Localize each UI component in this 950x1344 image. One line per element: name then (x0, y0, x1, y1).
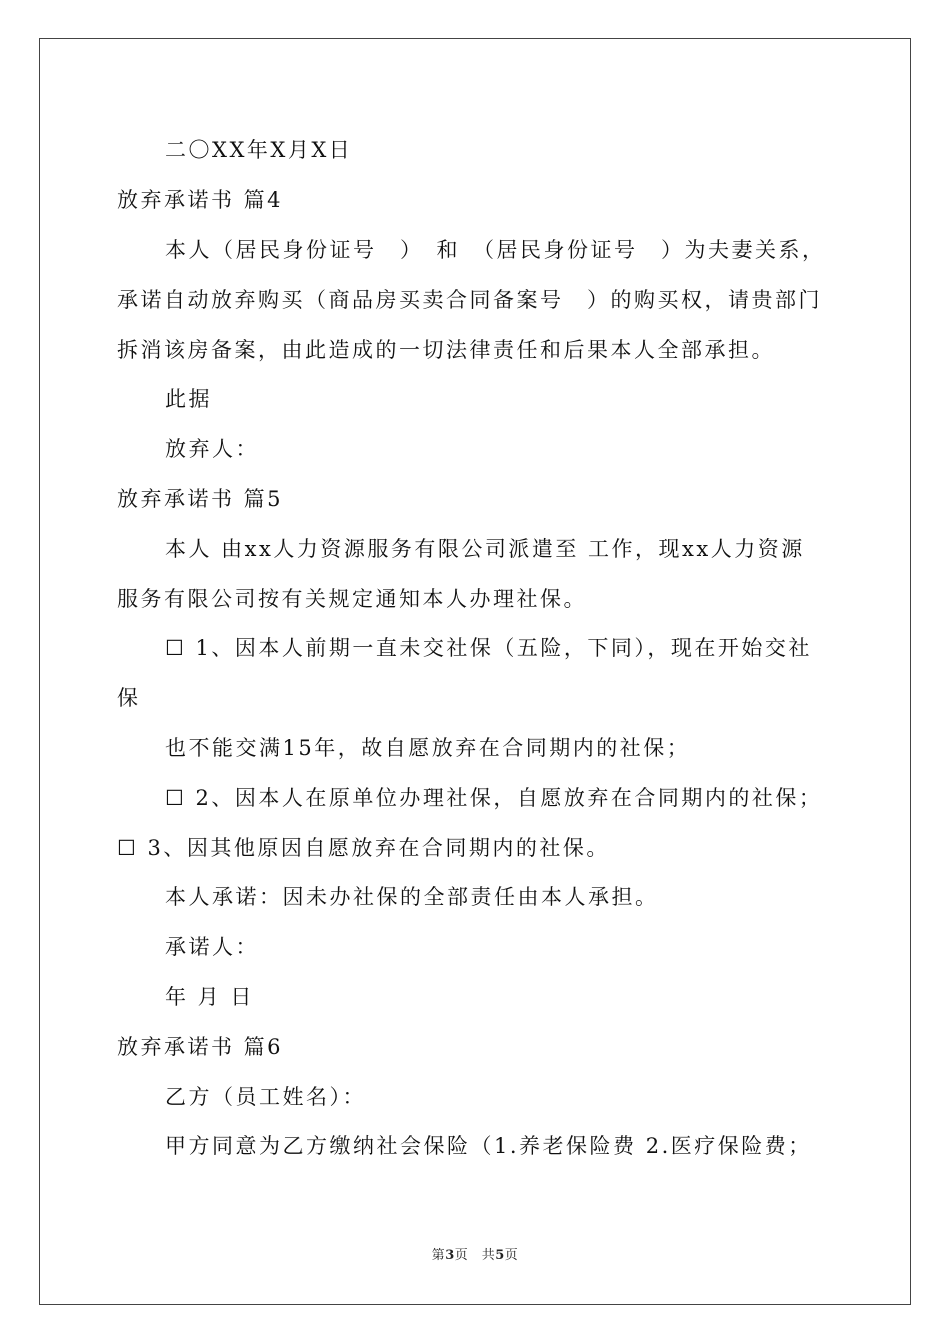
current-page-number: 3 (445, 1248, 455, 1263)
section-heading: 放弃承诺书 篇4 (117, 188, 284, 212)
paragraph-line: 此据 (165, 387, 212, 411)
signature-line: 放弃人： (165, 437, 259, 461)
section-heading: 放弃承诺书 篇6 (117, 1035, 284, 1059)
page-suffix: 页 (504, 1248, 519, 1263)
date-line: 二〇XX年X月X日 (165, 138, 353, 162)
paragraph-line: 拆消该房备案，由此造成的一切法律责任和后果本人全部承担。 (117, 338, 775, 362)
signature-line: 承诺人： (165, 935, 259, 959)
checkbox-option-line: ☐ 2、因本人在原单位办理社保，自愿放弃在合同期内的社保； (165, 786, 823, 810)
paragraph-line: 也不能交满15年，故自愿放弃在合同期内的社保； (165, 736, 691, 760)
paragraph-line: 乙方（员工姓名）： (165, 1085, 366, 1109)
paragraph-line: 甲方同意为乙方缴纳社会保险（1.养老保险费 2.医疗保险费； (165, 1134, 812, 1158)
page-mid: 页 共 (454, 1248, 496, 1263)
page-border (39, 38, 911, 1305)
paragraph-line: 服务有限公司按有关规定通知本人办理社保。 (117, 587, 587, 611)
date-placeholder-line: 年 月 日 (165, 985, 254, 1009)
total-page-number: 5 (495, 1248, 505, 1263)
checkbox-option-line: ☐ 1、因本人前期一直未交社保（五险，下同），现在开始交社 (165, 636, 812, 660)
page-footer (0, 1247, 950, 1265)
paragraph-line: 本人承诺：因未办社保的全部责任由本人承担。 (165, 885, 659, 909)
paragraph-line: 本人 由xx人力资源服务有限公司派遣至 工作，现xx人力资源 (165, 537, 805, 561)
paragraph-line: 承诺自动放弃购买（商品房买卖合同备案号 ）的购买权，请贵部门 (117, 288, 822, 312)
section-heading: 放弃承诺书 篇5 (117, 487, 284, 511)
paragraph-line: 保 (117, 686, 141, 710)
page-prefix: 第 (431, 1248, 446, 1263)
checkbox-option-line: ☐ 3、因其他原因自愿放弃在合同期内的社保。 (117, 836, 610, 860)
paragraph-line: 本人（居民身份证号 ） 和 （居民身份证号 ）为夫妻关系， (165, 238, 826, 262)
